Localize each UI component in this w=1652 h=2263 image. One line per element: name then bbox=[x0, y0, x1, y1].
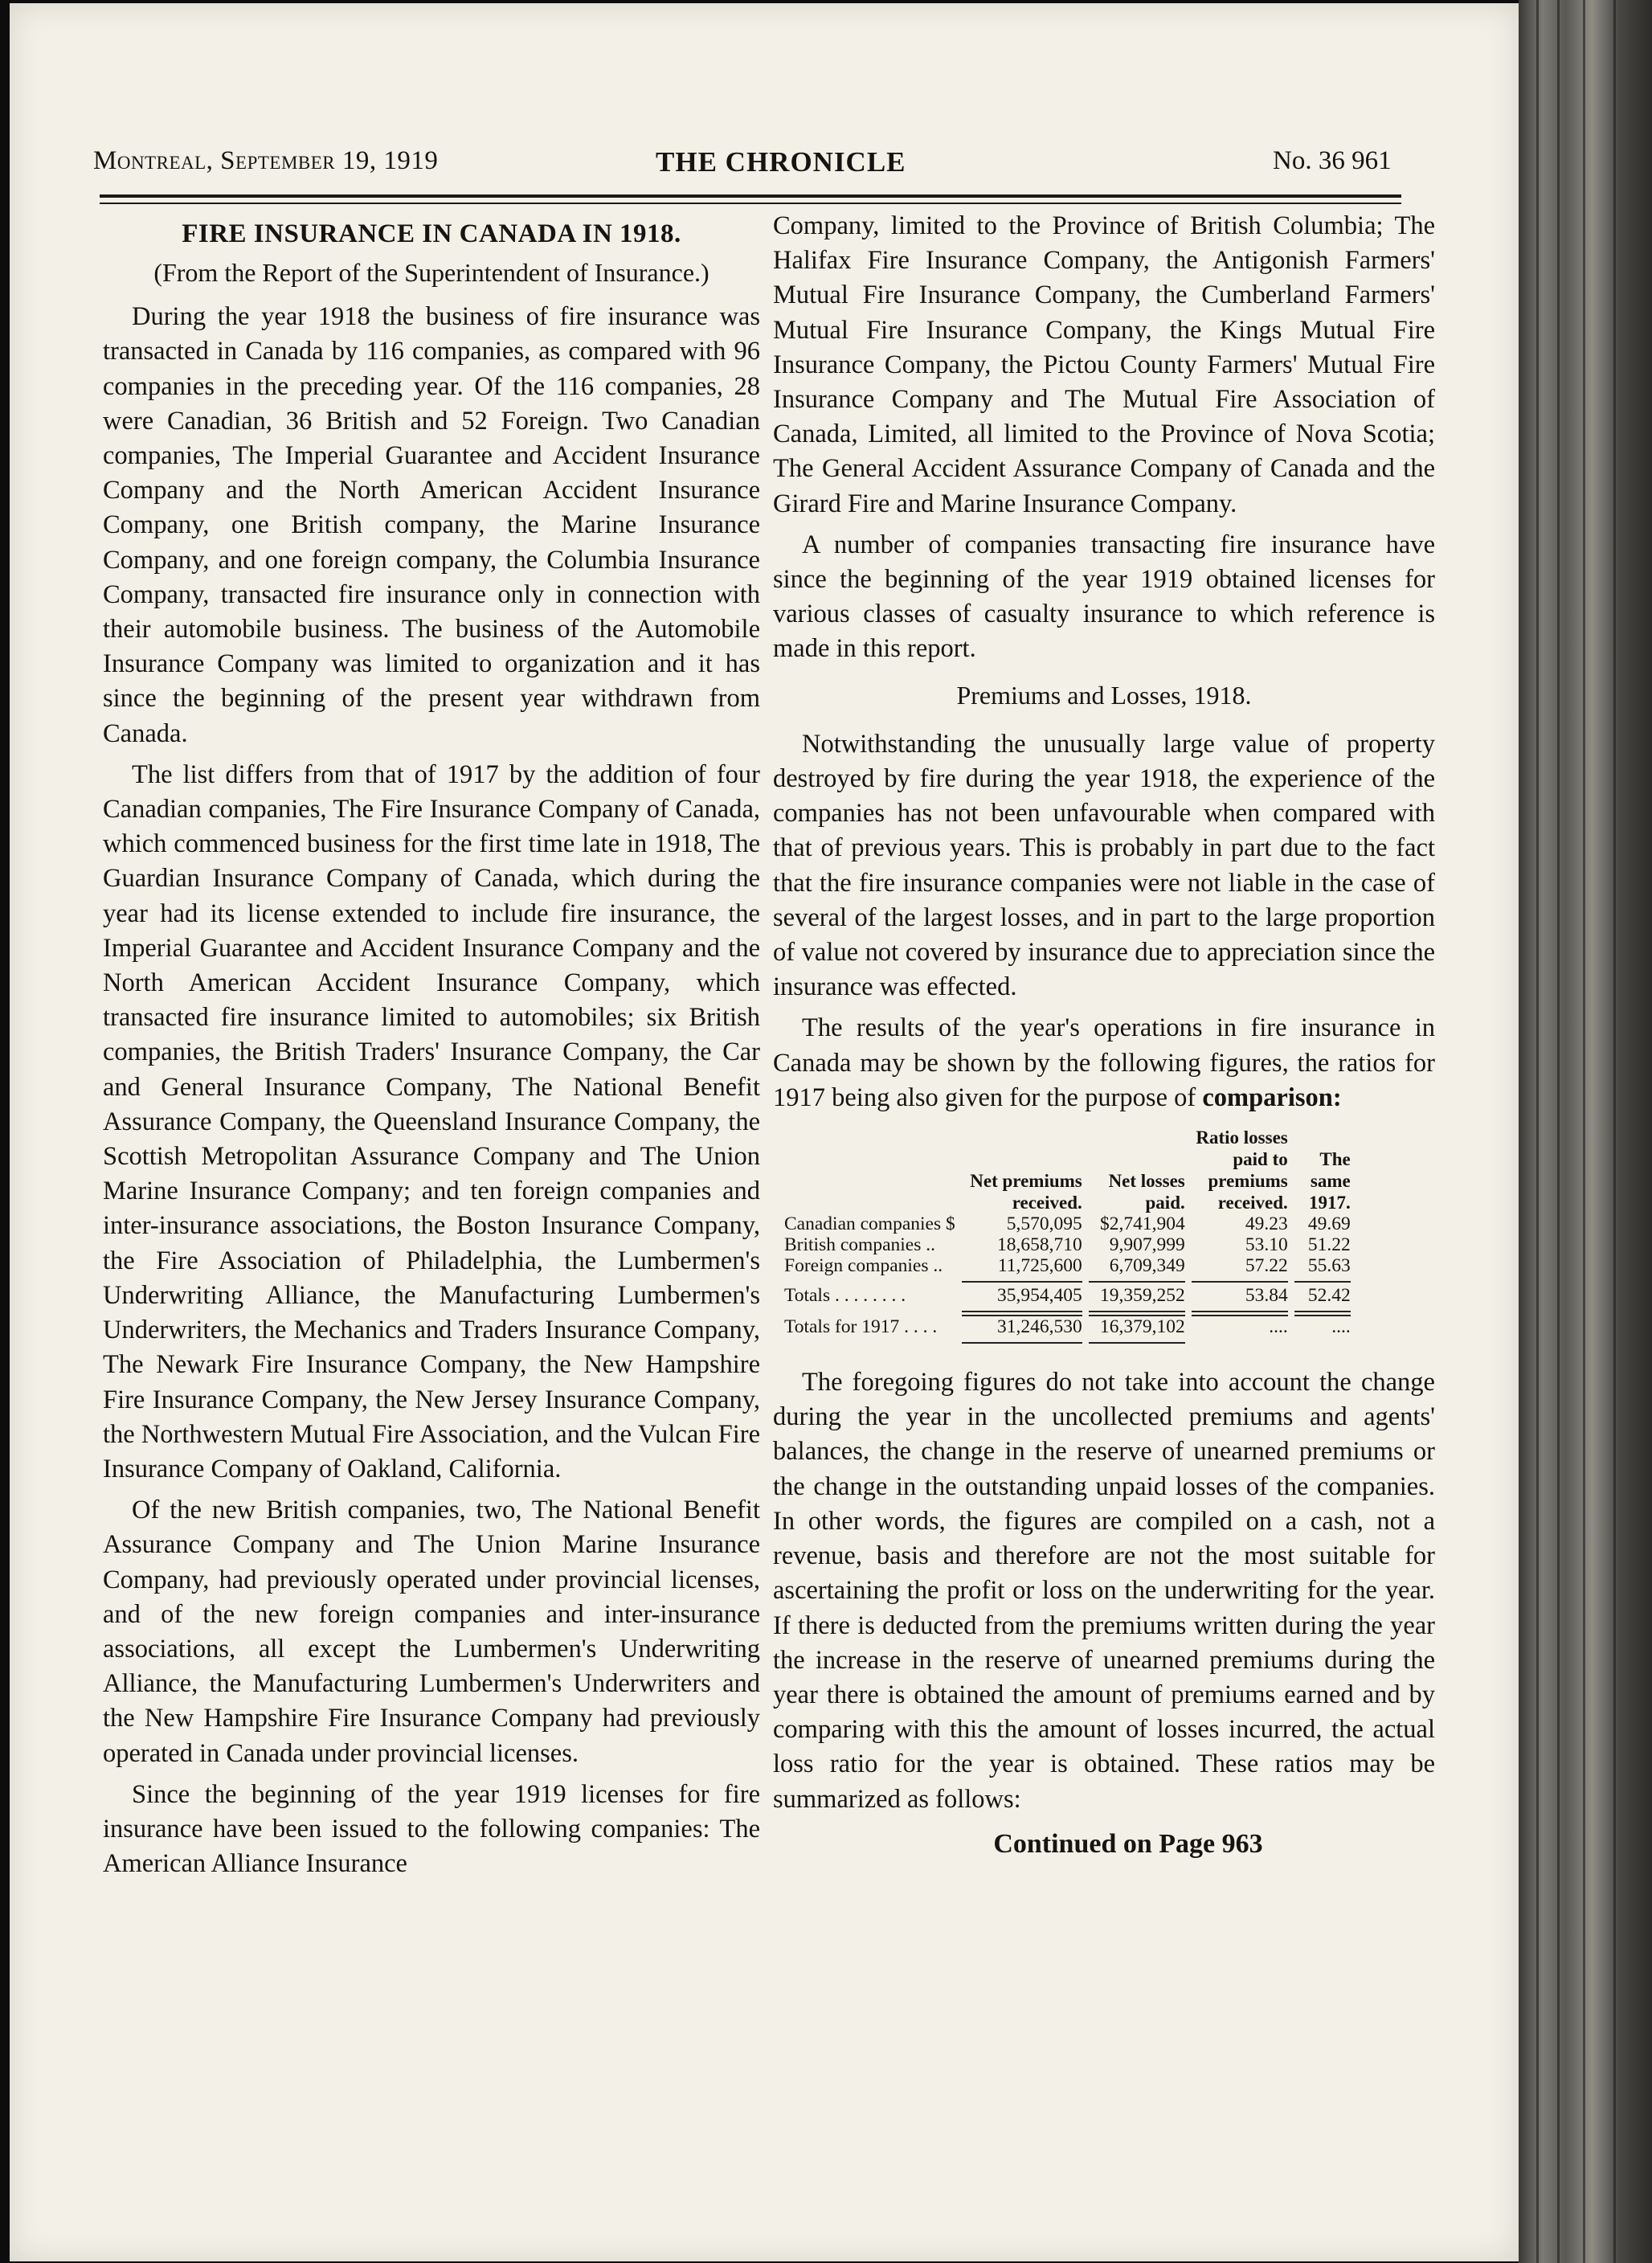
table-rule bbox=[1188, 1306, 1291, 1316]
premiums-losses-table bbox=[784, 1127, 1354, 1346]
table-cell: 31,246,530 bbox=[997, 1316, 1082, 1338]
table-cell: 5,570,095 bbox=[1006, 1213, 1082, 1235]
paragraph-text: The results of the year's operations in fire insurance in Canada may be shown by the following figures, the ratios for 1917 being also given for the purpose of bbox=[773, 1013, 1435, 1112]
table-rule bbox=[959, 1276, 1086, 1285]
right-column bbox=[773, 209, 1435, 1861]
table-rule bbox=[1291, 1306, 1354, 1316]
header-publication-title: THE CHRONICLE bbox=[656, 146, 906, 178]
table-rule bbox=[959, 1306, 1086, 1316]
table-rule bbox=[1086, 1306, 1188, 1316]
table-row bbox=[784, 1234, 1354, 1255]
table-header: The same 1917. bbox=[1309, 1149, 1351, 1213]
left-column bbox=[103, 209, 760, 1881]
table-rule-row bbox=[784, 1306, 1354, 1316]
table-cell: 52.42 bbox=[1307, 1285, 1351, 1307]
table-cell: 35,954,405 bbox=[997, 1285, 1082, 1307]
header-dateline: Montreal, September 19, 1919 bbox=[93, 146, 439, 175]
newspaper-page bbox=[10, 3, 1519, 2261]
article-title: FIRE INSURANCE IN CANADA IN 1918. bbox=[182, 219, 681, 248]
section-heading: Premiums and Losses, 1918. bbox=[956, 680, 1252, 710]
table-rule bbox=[1291, 1276, 1354, 1285]
book-binding-edge bbox=[1519, 0, 1652, 2263]
table-rule-blank bbox=[784, 1276, 959, 1285]
table-cell: 16,379,102 bbox=[1100, 1316, 1185, 1338]
table-header: Net losses paid. bbox=[1108, 1171, 1185, 1213]
paragraph: A number of companies transacting fire insurance have since the beginning of the year 1919 obtained licenses for various classes of casualty insurance to which reference is made in this report. bbox=[773, 530, 1435, 664]
table-cell: 49.23 bbox=[1245, 1213, 1288, 1235]
table-cell: .... bbox=[1331, 1316, 1351, 1338]
table-header: Net premiums received. bbox=[970, 1171, 1082, 1213]
table-rule bbox=[1086, 1276, 1188, 1285]
table-header-blank bbox=[784, 1127, 959, 1213]
paragraph: During the year 1918 the business of fire insurance was transacted in Canada by 116 companies, as compared with 96 companies in the preceding year. Of the 116 companies, 28 were Canadian, 36 British and 52 Foreign. Two Canadian companies, The Imperial Guarantee and Accident Insurance Company and the North American Accident Insurance Company, one British company, the Marine Insurance Company, and one foreign company, the Columbia Insurance Company, transacted fire insurance only in connection with their automobile business. The business of the Automobile Insurance Company was limited to organization and it has since the beginning of the present year withdrawn from Canada. bbox=[103, 302, 760, 748]
table-cell-label: British companies .. bbox=[784, 1234, 935, 1256]
table-rule-blank bbox=[784, 1337, 959, 1346]
table-row bbox=[784, 1255, 1354, 1276]
table-cell: 57.22 bbox=[1245, 1255, 1288, 1277]
paragraph: The list differs from that of 1917 by the addition of four Canadian companies, The Fire Insurance Company of Canada, which commenced business for the first time late in 1918, The Guardian Insurance Company of Canada, which during the year had its license extended to include fire insurance, the Imperial Guarantee and Accident Insurance Company and the North American Accident Insurance Company, which transacted fire insurance limited to automobiles; six British companies, the British Traders' Insurance Company, the Car and General Insurance Company, The National Benefit Assurance Company, the Queensland Insurance Company, the Scottish Metropolitan Assurance Company and The Union Marine Insurance Company; and ten foreign companies and inter-insurance associations, the Boston Insurance Company, the Fire Association of Philadelphia, the Lumbermen's Underwriting Alliance, the Manufacturing Lumbermen's Underwriters, the Mechanics and Traders Insurance Company, The Newark Fire Insurance Company, the New Hampshire Fire Insurance Company, the New Jersey Insurance Company, the Northwestern Mutual Fire Association, and the Vulcan Fire Insurance Company of Oakland, California. bbox=[103, 759, 760, 1483]
table-cell: 49.69 bbox=[1307, 1213, 1351, 1235]
paragraph: Since the beginning of the year 1919 licenses for fire insurance have been issued to the following companies: The American Alliance Insurance bbox=[103, 1779, 760, 1879]
table-cell: 53.10 bbox=[1245, 1234, 1288, 1256]
table-cell-label: Canadian companies $ bbox=[784, 1213, 955, 1235]
table-cell: 9,907,999 bbox=[1109, 1234, 1185, 1256]
table-rule-blank bbox=[1291, 1337, 1354, 1346]
paragraph bbox=[773, 1011, 1435, 1115]
header-rule-thick bbox=[100, 194, 1401, 198]
table-cell: 55.63 bbox=[1307, 1255, 1351, 1277]
table-cell: 53.84 bbox=[1245, 1285, 1288, 1307]
table-cell: $2,741,904 bbox=[1100, 1213, 1185, 1235]
continued-notice: Continued on Page 963 bbox=[993, 1828, 1263, 1859]
paragraph: The foregoing figures do not take into account the change during the year in the uncollected premiums and agents' balances, the change in the reserve of unearned premiums or the change in the outstanding unpaid losses of the companies. In other words, the figures are compiled on a cash, not a revenue, basis and therefore are not the most suitable for ascertaining the profit or loss on the underwriting for the year. If there is deducted from the premiums written during the year the increase in the reserve of unearned premiums during the year there is obtained the amount of premiums earned and by comparing with this the amount of losses incurred, the actual loss ratio for the year is obtained. These ratios may be summarized as follows: bbox=[773, 1368, 1435, 1814]
table-rule bbox=[959, 1337, 1086, 1346]
paragraph-continuation: Company, limited to the Province of British Columbia; The Halifax Fire Insurance Company, the Antigonish Farmers' Mutual Fire Insurance Company, the Cumberland Farmers' Mutual Fire Insurance Company, the Kings Mutual Fire Insurance Company, the Pictou County Farmers' Mutual Fire Insurance Company and The Mutual Fire Association of Canada, Limited, all limited to the Province of Nova Scotia; The General Accident Assurance Company of Canada and the Girard Fire and Marine Insurance Company. bbox=[773, 211, 1435, 518]
table-cell: .... bbox=[1269, 1316, 1288, 1338]
table-cell: 18,658,710 bbox=[997, 1234, 1082, 1256]
paragraph-bold-text: comparison: bbox=[1202, 1082, 1342, 1112]
table-row-totals bbox=[784, 1285, 1354, 1306]
table-cell: 51.22 bbox=[1307, 1234, 1351, 1256]
table-cell-label: Totals . . . . . . . . bbox=[784, 1285, 906, 1307]
table-cell: 6,709,349 bbox=[1109, 1255, 1185, 1277]
table-rule-row bbox=[784, 1276, 1354, 1285]
article-subtitle: (From the Report of the Superintendent of Insurance.) bbox=[153, 258, 709, 288]
table-cell-label: Foreign companies .. bbox=[784, 1255, 943, 1277]
table-cell: 11,725,600 bbox=[997, 1255, 1082, 1277]
table-cell: 19,359,252 bbox=[1100, 1285, 1185, 1307]
table-rule bbox=[1188, 1276, 1291, 1285]
paragraph: Of the new British companies, two, The National Benefit Assurance Company and The Union Marine Insurance Company, had previously operated under provincial licenses, and of the new foreign companies and inter-insurance associations, all except the Lumbermen's Underwriting Alliance, the Manufacturing Lumbermen's Underwriters and the New Hampshire Fire Insurance Company had previously operated in Canada under provincial licenses. bbox=[103, 1496, 760, 1768]
table-header: Ratio losses paid to premiums received. bbox=[1196, 1127, 1288, 1213]
header-issue-page-number: No. 36 961 bbox=[1273, 146, 1392, 175]
table-rule-blank bbox=[1188, 1337, 1291, 1346]
table-row bbox=[784, 1213, 1354, 1234]
table-rule bbox=[1086, 1337, 1188, 1346]
table-cell-label: Totals for 1917 . . . . bbox=[784, 1316, 938, 1338]
paragraph: Notwithstanding the unusually large value of property destroyed by fire during the year 1918, the experience of the companies has not been unfavourable when compared with that of previous years. This is probably in part due to the fact that the fire insurance companies were not liable in the case of several of the largest losses, and in part to the large proportion of value not covered by insurance due to appreciation since the insurance was effected. bbox=[773, 729, 1435, 1002]
table-rule-row bbox=[784, 1337, 1354, 1346]
table-rule-blank bbox=[784, 1306, 959, 1316]
table-row-totals-1917 bbox=[784, 1316, 1354, 1337]
header-rule-thin bbox=[100, 203, 1401, 204]
